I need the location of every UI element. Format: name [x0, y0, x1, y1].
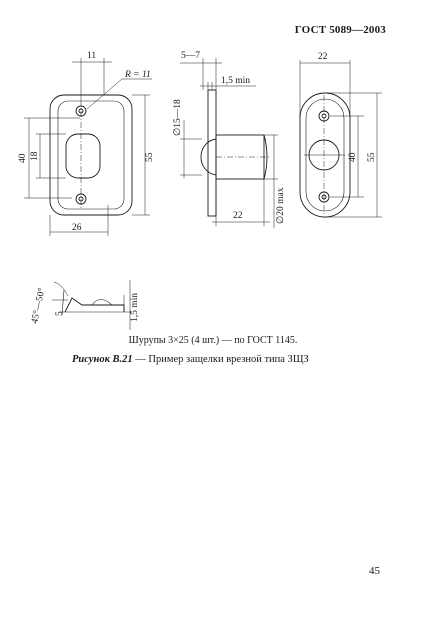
detail-dim-min: 1,5 min	[130, 292, 140, 322]
view3-dim-outer: 55	[367, 152, 377, 162]
view1-dim-bottom: 26	[72, 223, 82, 233]
detail-dim-small: 5	[55, 311, 65, 316]
view3-back	[300, 60, 382, 217]
figure-caption	[72, 354, 309, 365]
view1-plate	[24, 58, 152, 236]
view3-dim-top: 22	[318, 52, 328, 62]
detail-tongue	[52, 280, 132, 330]
view3-dim-inner: 40	[348, 152, 358, 162]
view1-dim-radius: R = 11	[125, 70, 151, 80]
detail-angle: 45°—50°	[30, 287, 48, 325]
view2-dim-diameter: ∅15—18	[173, 99, 183, 136]
caption-dash: —	[132, 354, 149, 365]
figure-label: Рисунок В.21	[72, 354, 133, 365]
view1-dim-left-outer: 40	[18, 153, 28, 163]
view1-dim-left-inner: 18	[30, 151, 40, 161]
screws-note: Шурупы 3×25 (4 шт.) — по ГОСТ 1145.	[128, 335, 298, 346]
view2-dim-top: 5—7	[181, 51, 200, 61]
standard-header: ГОСТ 5089—2003	[294, 24, 386, 36]
view2-dim-bottom: 22	[233, 211, 243, 221]
page-number: 45	[369, 565, 380, 577]
view1-dim-right: 55	[145, 152, 155, 162]
view2-dim-min: 1,5 min	[221, 76, 251, 86]
figure-title: Пример защелки врезной типа ЗЩЗ	[148, 354, 309, 365]
view2-dim-max: ∅20 max	[276, 187, 286, 224]
view1-dim-top: 11	[87, 51, 97, 61]
